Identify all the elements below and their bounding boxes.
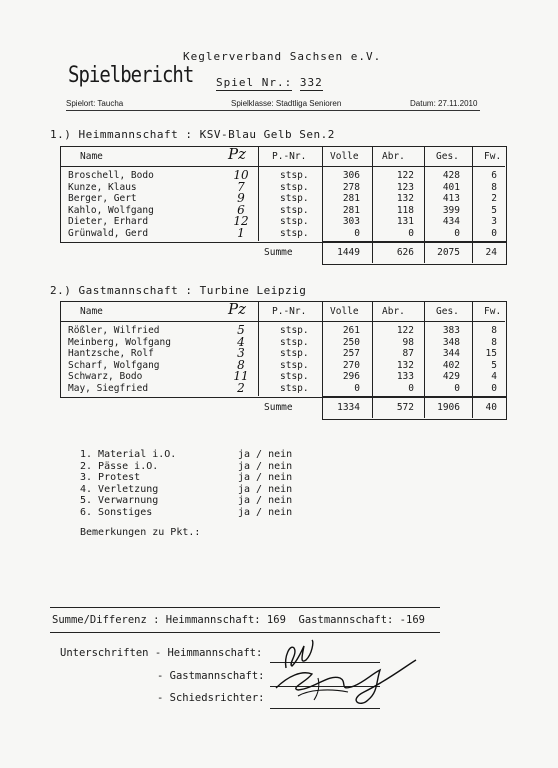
player-pz: 3 [237, 346, 245, 360]
player-volle: 257 [342, 348, 360, 359]
player-pnr: stsp. [280, 193, 309, 204]
home-team-heading: 1.) Heimmannschaft : KSV-Blau Gelb Sen.2 [50, 128, 335, 141]
player-ges: 0 [454, 382, 460, 394]
player-fw: 8 [491, 336, 497, 348]
column-divider [258, 146, 259, 241]
player-abr: 0 [408, 382, 414, 394]
game-number-label: Spiel Nr.: [216, 76, 293, 89]
player-pnr: stsp. [280, 325, 309, 336]
player-abr: 98 [402, 336, 414, 348]
player-volle: 261 [342, 325, 360, 336]
summary-top-rule [50, 607, 440, 608]
sum-abr: 626 [396, 247, 414, 258]
player-pnr: stsp. [280, 227, 309, 239]
player-pz: 8 [237, 357, 245, 372]
checklist-item-answer: ja / nein [238, 495, 293, 507]
player-pnr: stsp. [280, 348, 309, 359]
player-pnr: stsp. [280, 216, 309, 227]
checklist-item-label: 5. Verwarnung [80, 495, 159, 507]
player-abr: 132 [396, 359, 414, 371]
player-volle: 0 [354, 227, 360, 239]
column-header-name: Name [80, 306, 103, 317]
player-fw: 3 [491, 216, 497, 227]
column-header-pnr: P.-Nr. [272, 306, 307, 317]
sum-volle: 1449 [337, 247, 360, 258]
player-abr: 123 [396, 181, 414, 193]
player-pnr: stsp. [280, 371, 309, 382]
header-rule [60, 321, 505, 322]
checklist-item-label: 1. Material i.O. [80, 449, 177, 460]
checklist-item-answer: ja / nein [238, 449, 293, 460]
player-ges: 0 [454, 227, 460, 239]
checklist-item-answer: ja / nein [238, 507, 293, 518]
player-fw: 2 [491, 193, 497, 204]
player-name: May, Siegfried [68, 382, 149, 394]
player-fw: 8 [491, 325, 497, 336]
column-header-ges: Ges. [436, 151, 459, 162]
player-ges: 413 [442, 193, 460, 204]
signature-label-guest: - Gastmannschaft: [157, 670, 265, 682]
player-name: Dieter, Erhard [68, 216, 149, 227]
player-name: Hantzsche, Rolf [68, 348, 154, 359]
player-pnr: stsp. [280, 359, 309, 371]
player-abr: 132 [396, 193, 414, 204]
column-header-fw: Fw. [484, 306, 502, 317]
signature-label-home: Unterschriften - Heimmannschaft: [60, 647, 263, 659]
checklist-item-answer: ja / nein [238, 483, 293, 495]
player-name: Meinberg, Wolfgang [68, 336, 171, 348]
player-ges: 383 [442, 325, 460, 336]
player-ges: 348 [442, 336, 460, 348]
page-title: Spielbericht [68, 62, 194, 88]
sum-fw: 40 [485, 402, 497, 413]
player-ges: 344 [442, 348, 460, 359]
match-date: Datum: 27.11.2010 [410, 99, 478, 108]
player-volle: 303 [342, 216, 360, 227]
score-summary: Summe/Differenz : Heimmannschaft: 169 Gastmannschaft: -169 [52, 614, 425, 626]
player-ges: 429 [442, 371, 460, 382]
header-divider [66, 110, 480, 111]
player-volle: 281 [342, 193, 360, 204]
checklist-item-label: 6. Sonstiges [80, 507, 153, 518]
player-pnr: stsp. [280, 336, 309, 348]
player-volle: 0 [354, 382, 360, 394]
column-header-name: Name [80, 151, 103, 162]
player-fw: 0 [491, 382, 497, 394]
checklist-item-label: 3. Protest [80, 472, 141, 484]
signature-label-referee: - Schiedsrichter: [157, 692, 265, 704]
game-number-value: 332 [299, 76, 323, 89]
checklist-item-answer: ja / nein [238, 472, 293, 484]
player-pz: 12 [233, 214, 249, 228]
player-name: Kunze, Klaus [68, 181, 137, 193]
column-header-ges: Ges. [436, 306, 459, 317]
player-name: Berger, Gert [68, 193, 137, 204]
player-abr: 118 [396, 204, 414, 216]
checklist-item-label: 4. Verletzung [80, 483, 159, 495]
sum-label: Summe [264, 247, 293, 258]
sum-abr: 572 [396, 402, 414, 413]
player-pz: 11 [233, 369, 249, 383]
player-pnr: stsp. [280, 382, 309, 394]
player-volle: 306 [342, 170, 360, 181]
player-pz: 2 [237, 380, 245, 395]
column-header-pnr: P.-Nr. [272, 151, 307, 162]
player-volle: 250 [342, 336, 360, 348]
column-header-abr: Abr. [382, 306, 405, 317]
player-fw: 15 [485, 348, 497, 359]
handwritten-signatures-image [268, 630, 428, 720]
player-ges: 401 [442, 181, 460, 193]
player-name: Schwarz, Bodo [68, 371, 143, 382]
column-header-volle: Volle [330, 306, 359, 317]
player-abr: 0 [408, 227, 414, 239]
sum-ges: 1906 [437, 402, 460, 413]
column-header-pz: Pz [228, 145, 246, 163]
sum-fw: 24 [485, 247, 497, 258]
player-volle: 281 [342, 204, 360, 216]
league-class: Spielklasse: Stadtliga Senioren [231, 99, 342, 108]
player-abr: 87 [402, 348, 414, 359]
player-fw: 8 [491, 181, 497, 193]
player-pnr: stsp. [280, 170, 309, 181]
column-divider [258, 301, 259, 396]
player-fw: 6 [491, 170, 497, 181]
player-volle: 278 [342, 181, 360, 193]
player-volle: 270 [342, 359, 360, 371]
player-pz: 6 [237, 202, 245, 217]
player-pz: 5 [237, 323, 245, 337]
column-header-fw: Fw. [484, 151, 502, 162]
player-fw: 5 [491, 204, 497, 216]
checklist-item-label: 2. Pässe i.O. [80, 460, 159, 472]
player-ges: 434 [442, 216, 460, 227]
player-abr: 122 [396, 170, 414, 181]
player-abr: 131 [396, 216, 414, 227]
player-pz: 7 [237, 179, 245, 194]
column-header-volle: Volle [330, 151, 359, 162]
player-pz: 1 [237, 225, 245, 240]
player-fw: 0 [491, 227, 497, 239]
player-name: Kahlo, Wolfgang [68, 204, 154, 216]
player-pz: 9 [237, 191, 245, 205]
player-pz: 10 [233, 168, 249, 182]
player-name: Scharf, Wolfgang [68, 359, 160, 371]
player-name: Rößler, Wilfried [68, 325, 160, 336]
guest-team-heading: 2.) Gastmannschaft : Turbine Leipzig [50, 284, 307, 297]
player-pz: 4 [237, 334, 245, 349]
remarks-label: Bemerkungen zu Pkt.: [80, 527, 201, 538]
player-abr: 133 [396, 371, 414, 382]
player-pnr: stsp. [280, 204, 309, 216]
header-rule [60, 166, 505, 167]
player-ges: 399 [442, 204, 460, 216]
venue: Spielort: Taucha [66, 99, 124, 108]
player-abr: 122 [396, 325, 414, 336]
column-header-pz: Pz [228, 300, 246, 318]
sum-label: Summe [264, 402, 293, 413]
game-number [216, 76, 323, 89]
player-pnr: stsp. [280, 181, 309, 193]
player-fw: 5 [491, 359, 497, 371]
checklist-item-answer: ja / nein [238, 460, 293, 472]
player-ges: 428 [442, 170, 460, 181]
sum-volle: 1334 [337, 402, 360, 413]
player-name: Broschell, Bodo [68, 170, 154, 181]
organization-name: Keglerverband Sachsen e.V. [183, 50, 382, 63]
column-header-abr: Abr. [382, 151, 405, 162]
player-ges: 402 [442, 359, 460, 371]
sum-ges: 2075 [437, 247, 460, 258]
player-fw: 4 [491, 371, 497, 382]
player-volle: 296 [342, 371, 360, 382]
player-name: Grünwald, Gerd [68, 227, 149, 239]
